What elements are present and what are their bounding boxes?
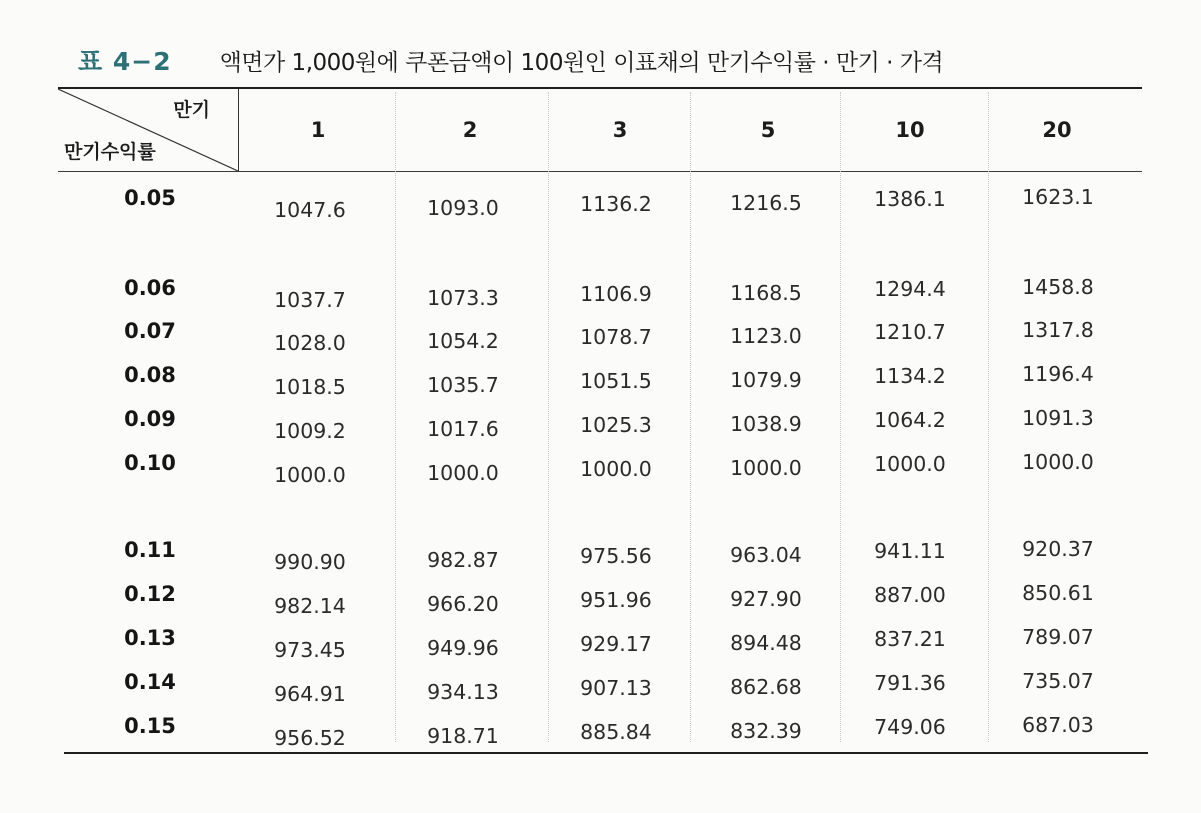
price-cell: 963.04 [730,543,802,567]
price-cell: 990.90 [274,550,346,574]
price-cell: 885.84 [580,720,652,744]
price-cell: 1000.0 [580,457,652,481]
price-cell: 749.06 [874,715,946,739]
price-cell: 1025.3 [580,413,652,437]
ytm-row-label: 0.08 [124,363,176,387]
price-cell: 789.07 [1022,625,1094,649]
price-cell: 1054.2 [427,329,499,353]
price-cell: 1000.0 [427,461,499,485]
price-cell: 687.03 [1022,713,1094,737]
maturity-header: 10 [895,118,925,142]
maturity-axis-label: 만기 [173,99,210,121]
price-cell: 862.68 [730,675,802,699]
price-cell: 894.48 [730,631,802,655]
price-cell: 837.21 [874,627,946,651]
ytm-axis-label: 만기수익률 [64,141,156,163]
ytm-row-label: 0.11 [124,538,176,562]
price-cell: 735.07 [1022,669,1094,693]
price-cell: 956.52 [274,726,346,750]
price-cell: 973.45 [274,638,346,662]
price-cell: 1064.2 [874,408,946,432]
price-cell: 1458.8 [1022,275,1094,299]
ytm-row-label: 0.14 [124,670,176,694]
price-cell: 1038.9 [730,412,802,436]
price-cell: 1136.2 [580,192,652,216]
price-cell: 1028.0 [274,331,346,355]
price-cell: 927.90 [730,587,802,611]
header-divider [238,89,239,171]
ytm-row-label: 0.13 [124,626,176,650]
price-cell: 907.13 [580,676,652,700]
price-cell: 1294.4 [874,277,946,301]
price-cell: 1134.2 [874,364,946,388]
ytm-row-label: 0.10 [124,451,176,475]
price-cell: 1123.0 [730,324,802,348]
price-cell: 929.17 [580,632,652,656]
price-cell: 887.00 [874,583,946,607]
price-cell: 1000.0 [274,463,346,487]
table-number: 표 4−2 [78,47,172,76]
price-cell: 1000.0 [730,456,802,480]
price-cell: 975.56 [580,544,652,568]
column-separator [840,92,841,742]
price-cell: 1091.3 [1022,406,1094,430]
price-cell: 791.36 [874,671,946,695]
price-cell: 1106.9 [580,282,652,306]
price-cell: 1073.3 [427,286,499,310]
price-cell: 1078.7 [580,325,652,349]
price-cell: 966.20 [427,592,499,616]
price-cell: 949.96 [427,636,499,660]
price-cell: 850.61 [1022,581,1094,605]
price-cell: 1093.0 [427,196,499,220]
maturity-header: 20 [1042,118,1072,142]
column-separator [690,92,691,742]
price-cell: 1037.7 [274,288,346,312]
price-cell: 1317.8 [1022,318,1094,342]
header-corner-cell [58,89,238,171]
price-cell: 1018.5 [274,375,346,399]
price-cell: 1047.6 [274,198,346,222]
table-caption [78,40,943,80]
table-title: 액면가 1,000원에 쿠폰금액이 100원인 이표채의 만기수익률 · 만기 · 가격 [219,49,944,76]
maturity-header: 3 [612,118,628,142]
price-cell: 964.91 [274,682,346,706]
price-cell: 951.96 [580,588,652,612]
price-cell: 1017.6 [427,417,499,441]
column-separator [395,92,396,742]
price-cell: 1196.4 [1022,362,1094,386]
price-cell: 1216.5 [730,191,802,215]
ytm-row-label: 0.15 [124,714,176,738]
price-cell: 1168.5 [730,281,802,305]
price-cell: 918.71 [427,724,499,748]
price-cell: 1051.5 [580,369,652,393]
price-cell: 934.13 [427,680,499,704]
ytm-row-label: 0.07 [124,319,176,343]
column-separator [548,92,549,742]
ytm-row-label: 0.09 [124,407,176,431]
header-bottom-rule [58,171,1142,172]
maturity-header: 1 [310,118,326,142]
ytm-row-label: 0.12 [124,582,176,606]
price-cell: 1000.0 [874,452,946,476]
price-cell: 832.39 [730,719,802,743]
price-cell: 1079.9 [730,368,802,392]
price-cell: 920.37 [1022,537,1094,561]
price-cell: 1035.7 [427,373,499,397]
price-cell: 982.14 [274,594,346,618]
ytm-row-label: 0.06 [124,276,176,300]
price-cell: 1386.1 [874,187,946,211]
price-cell: 982.87 [427,548,499,572]
column-separator [988,92,989,742]
price-cell: 1623.1 [1022,185,1094,209]
ytm-row-label: 0.05 [124,186,176,210]
price-cell: 941.11 [874,539,946,563]
price-cell: 1000.0 [1022,450,1094,474]
price-cell: 1009.2 [274,419,346,443]
maturity-header: 2 [462,118,478,142]
maturity-header: 5 [760,118,776,142]
price-cell: 1210.7 [874,320,946,344]
table-bottom-rule [64,752,1148,754]
